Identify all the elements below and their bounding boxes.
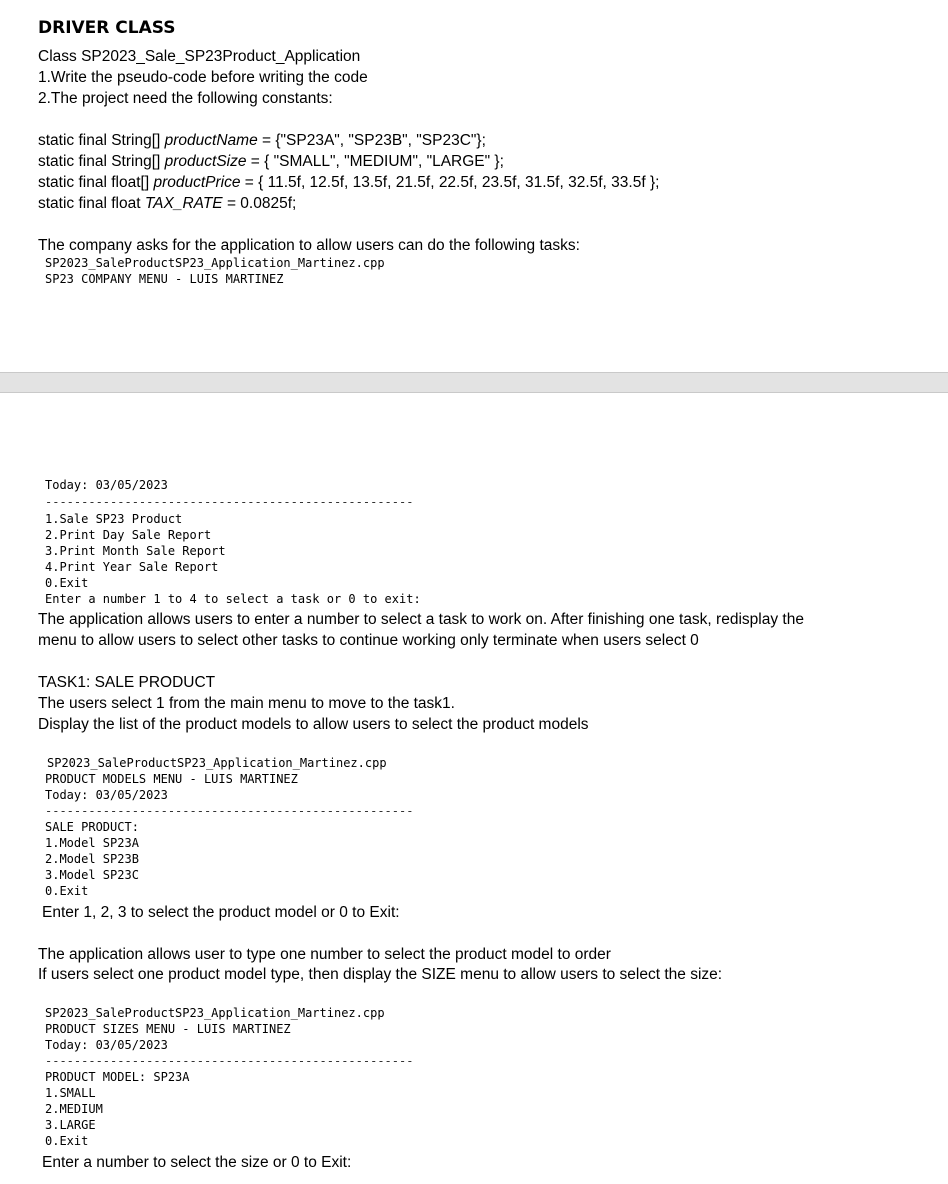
main-menu-item: 0.Exit	[45, 576, 89, 590]
constant-product-name	[38, 130, 486, 151]
models-menu-item: 3.Model SP23C	[45, 868, 139, 882]
models-menu-subtitle: SALE PRODUCT:	[45, 820, 139, 834]
task1-line-2: Display the list of the product models to allow users to select the product models	[38, 716, 589, 733]
main-menu-separator: ---------------------------------------------------	[45, 495, 414, 509]
step-1: 1.Write the pseudo-code before writing the code	[38, 69, 368, 86]
page-title: DRIVER CLASS	[38, 18, 176, 38]
sizes-menu-subtitle: PRODUCT MODEL: SP23A	[45, 1070, 190, 1084]
models-menu-item: 2.Model SP23B	[45, 852, 139, 866]
models-menu-item: 0.Exit	[45, 884, 89, 898]
constant-value: = {"SP23A", "SP23B", "SP23C"};	[257, 132, 486, 149]
main-desc-2: menu to allow users to select other tasks to continue working only terminate when users select 0	[38, 632, 699, 649]
models-menu-prompt: Enter 1, 2, 3 to select the product model or 0 to Exit:	[42, 904, 400, 921]
main-menu-header: SP23 COMPANY MENU - LUIS MARTINEZ	[45, 272, 284, 286]
sizes-menu-separator: ---------------------------------------------------	[45, 1054, 414, 1068]
main-menu-item: 1.Sale SP23 Product	[45, 512, 183, 526]
sizes-menu-item: 1.SMALL	[45, 1086, 96, 1100]
constant-type: static final float	[38, 195, 145, 212]
constant-type: static final float[]	[38, 174, 154, 191]
sizes-menu-item: 0.Exit	[45, 1134, 89, 1148]
main-menu-item: 4.Print Year Sale Report	[45, 560, 219, 574]
constant-value: = { "SMALL", "MEDIUM", "LARGE" };	[246, 153, 504, 170]
constant-product-size	[38, 151, 504, 172]
constant-name: productName	[164, 132, 258, 149]
models-menu-today: Today: 03/05/2023	[45, 788, 168, 802]
constant-tax-rate	[38, 193, 296, 214]
sizes-menu-prompt: Enter a number to select the size or 0 to Exit:	[42, 1154, 352, 1171]
constant-name: TAX_RATE	[144, 195, 223, 212]
constant-value: = { 11.5f, 12.5f, 13.5f, 21.5f, 22.5f, 23.5f, 31.5f, 32.5f, 33.5f };	[240, 174, 660, 191]
task1-title: TASK1: SALE PRODUCT	[38, 674, 216, 691]
main-menu-prompt: Enter a number 1 to 4 to select a task or 0 to exit:	[45, 592, 421, 606]
model-desc-1: The application allows user to type one number to select the product model to order	[38, 946, 611, 963]
main-menu-file: SP2023_SaleProductSP23_Application_Martinez.cpp	[45, 256, 385, 270]
constant-name: productPrice	[153, 174, 241, 191]
models-menu-separator: ---------------------------------------------------	[45, 804, 414, 818]
models-menu-header: PRODUCT MODELS MENU - LUIS MARTINEZ	[45, 772, 298, 786]
sizes-menu-item: 2.MEDIUM	[45, 1102, 103, 1116]
sizes-menu-file: SP2023_SaleProductSP23_Application_Martinez.cpp	[45, 1006, 385, 1020]
constant-name: productSize	[164, 153, 247, 170]
page-break-divider	[0, 372, 948, 393]
constant-value: = 0.0825f;	[222, 195, 297, 212]
main-menu-item: 2.Print Day Sale Report	[45, 528, 212, 542]
sizes-menu-header: PRODUCT SIZES MENU - LUIS MARTINEZ	[45, 1022, 291, 1036]
step-2: 2.The project need the following constants:	[38, 90, 333, 107]
sizes-menu-today: Today: 03/05/2023	[45, 1038, 168, 1052]
models-menu-item: 1.Model SP23A	[45, 836, 139, 850]
constant-type: static final String[]	[38, 132, 165, 149]
models-menu-file: SP2023_SaleProductSP23_Application_Martinez.cpp	[47, 756, 387, 770]
constant-type: static final String[]	[38, 153, 165, 170]
class-line: Class SP2023_Sale_SP23Product_Application	[38, 48, 361, 65]
main-menu-item: 3.Print Month Sale Report	[45, 544, 226, 558]
company-text: The company asks for the application to allow users can do the following tasks:	[38, 237, 580, 254]
main-menu-today: Today: 03/05/2023	[45, 478, 168, 492]
main-desc-1: The application allows users to enter a number to select a task to work on. After finishing one task, redisplay the	[38, 611, 804, 628]
task1-line-1: The users select 1 from the main menu to move to the task1.	[38, 695, 455, 712]
sizes-menu-item: 3.LARGE	[45, 1118, 96, 1132]
model-desc-2: If users select one product model type, then display the SIZE menu to allow users to select the size:	[38, 966, 723, 983]
constant-product-price	[38, 172, 659, 193]
